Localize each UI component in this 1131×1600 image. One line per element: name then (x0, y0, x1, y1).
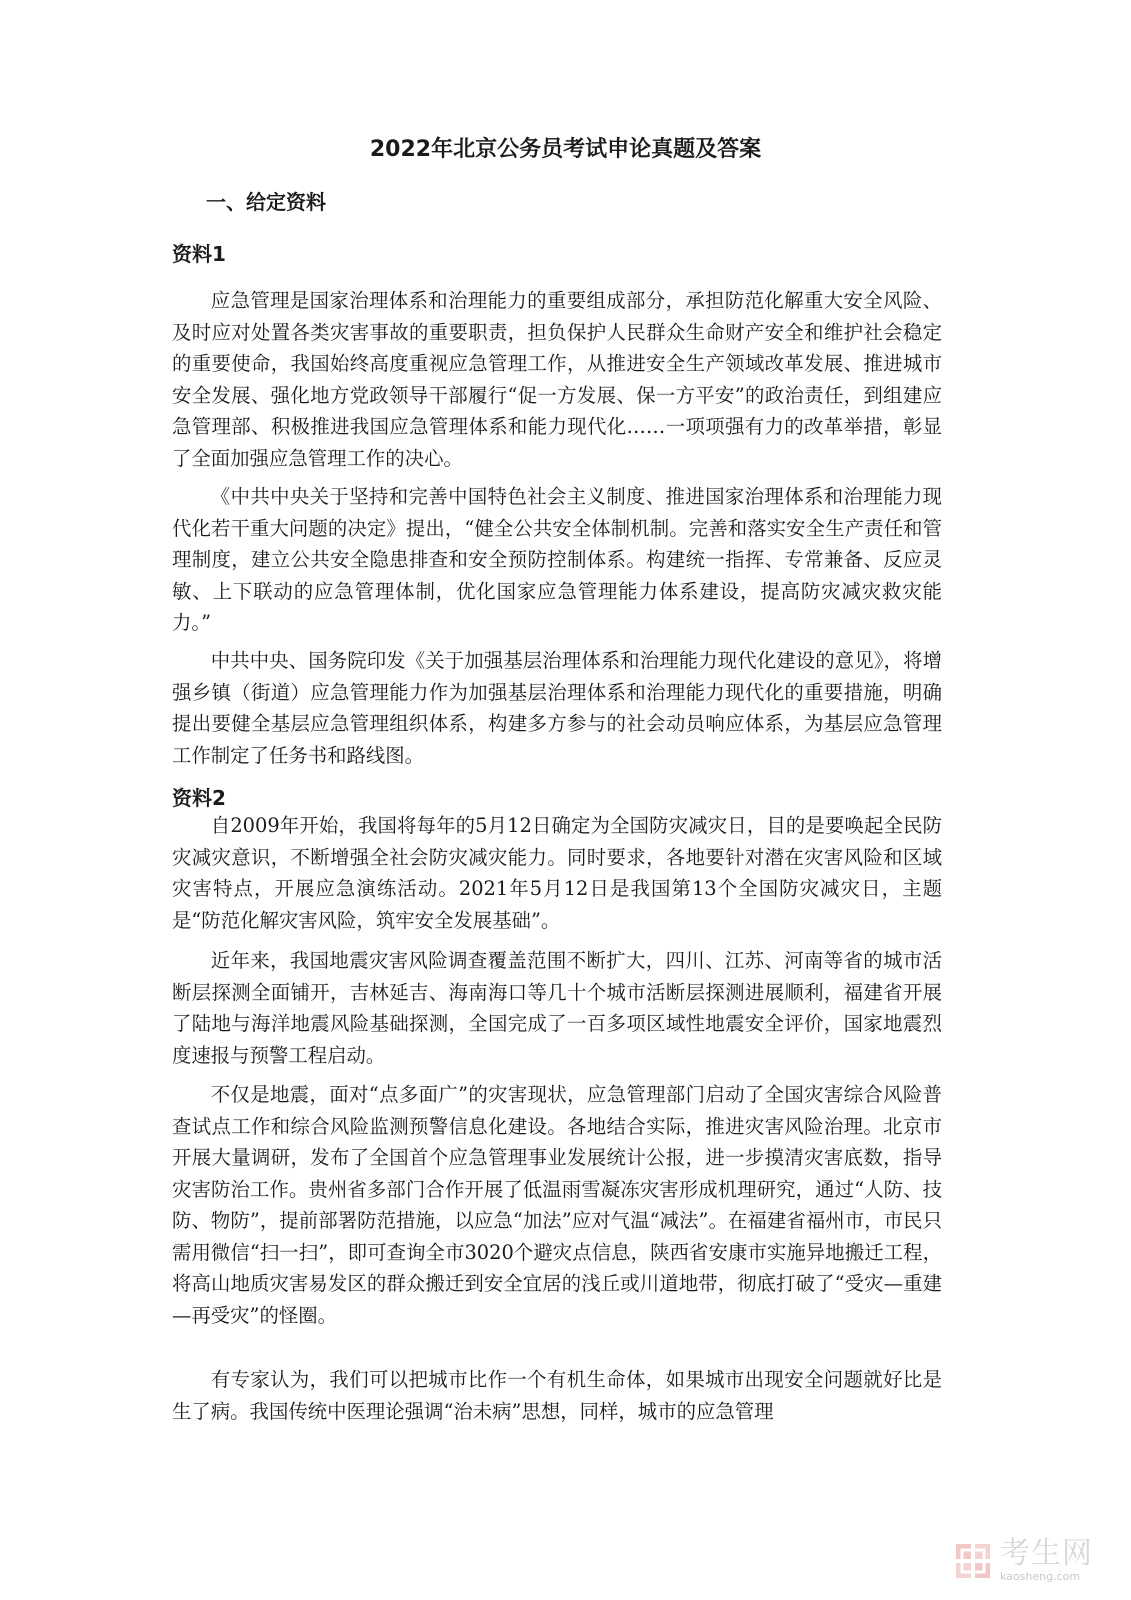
material-1-heading: 资料1 (172, 242, 226, 266)
material-1-paragraph-1: 应急管理是国家治理体系和治理能力的重要组成部分，承担防范化解重大安全风险、及时应对处置各类灾害事故的重要职责，担负保护人民群众生命财产安全和维护社会稳定的重要使命，我国始终高度重视应急管理工作，从推进安全生产领域改革发展、推进城市安全发展、强化地方党政领导干部履行“促一方发展、保一方平安”的政治责任，到组建应急管理部、积极推进我国应急管理体系和能力现代化……一项项强有力的改革举措，彰显了全面加强应急管理工作的决心。 (172, 289, 942, 470)
material-2-paragraph-2: 近年来，我国地震灾害风险调查覆盖范围不断扩大，四川、江苏、河南等省的城市活断层探测全面铺开，吉林延吉、海南海口等几十个城市活断层探测进展顺利，福建省开展了陆地与海洋地震风险基础探测，全国完成了一百多项区域性地震安全评价，国家地震烈度速报与预警工程启动。 (172, 949, 942, 1067)
watermark-name: 考生网 (1000, 1536, 1093, 1571)
kaosheng-logo-icon (954, 1542, 992, 1580)
material-1-paragraph-3: 中共中央、国务院印发《关于加强基层治理体系和治理能力现代化建设的意见》，将增强乡镇（街道）应急管理能力作为加强基层治理体系和治理能力现代化的重要措施，明确提出要健全基层应急管理组织体系，构建多方参与的社会动员响应体系，为基层应急管理工作制定了任务书和路线图。 (172, 649, 942, 767)
material-2-paragraph-3: 不仅是地震，面对“点多面广”的灾害现状，应急管理部门启动了全国灾害综合风险普查试点工作和综合风险监测预警信息化建设。各地结合实际，推进灾害风险治理。北京市开展大量调研，发布了全国首个应急管理事业发展统计公报，进一步摸清灾害底数，指导灾害防治工作。贵州省多部门合作开展了低温雨雪凝冻灾害形成机理研究，通过“人防、技防、物防”，提前部署防范措施，以应急“加法”应对气温“减法”。在福建省福州市，市民只需用微信“扫一扫”，即可查询全市3020个避灾点信息，陕西省安康市实施异地搬迁工程，将高山地质灾害易发区的群众搬迁到安全宜居的浅丘或川道地带，彻底打破了“受灾—重建—再受灾”的怪圈。 (172, 1083, 942, 1327)
material-2-paragraph-1: 自2009年开始，我国将每年的5月12日确定为全国防灾减灾日，目的是要唤起全民防灾减灾意识，不断增强全社会防灾减灾能力。同时要求，各地要针对潜在灾害风险和区域灾害特点，开展应急演练活动。2021年5月12日是我国第13个全国防灾减灾日，主题是“防范化解灾害风险，筑牢安全发展基础”。 (172, 814, 942, 932)
document-title: 2022年北京公务员考试申论真题及答案 (369, 137, 762, 162)
material-2-paragraph-4: 有专家认为，我们可以把城市比作一个有机生命体，如果城市出现安全问题就好比是生了病。我国传统中医理论强调“治未病”思想，同样，城市的应急管理 (172, 1368, 942, 1423)
section-heading: 一、给定资料 (206, 190, 326, 214)
watermark-url: kaosheng.com (1000, 1570, 1081, 1583)
kaosheng-watermark (954, 1536, 1093, 1583)
material-1-paragraph-2: 《中共中央关于坚持和完善中国特色社会主义制度、推进国家治理体系和治理能力现代化若干重大问题的决定》提出，“健全公共安全体制机制。完善和落实安全生产责任和管理制度，建立公共安全隐患排查和安全预防控制体系。构建统一指挥、专常兼备、反应灵敏、上下联动的应急管理体制，优化国家应急管理能力体系建设，提高防灾减灾救灾能力。” (172, 485, 942, 634)
material-2-heading: 资料2 (172, 786, 226, 810)
